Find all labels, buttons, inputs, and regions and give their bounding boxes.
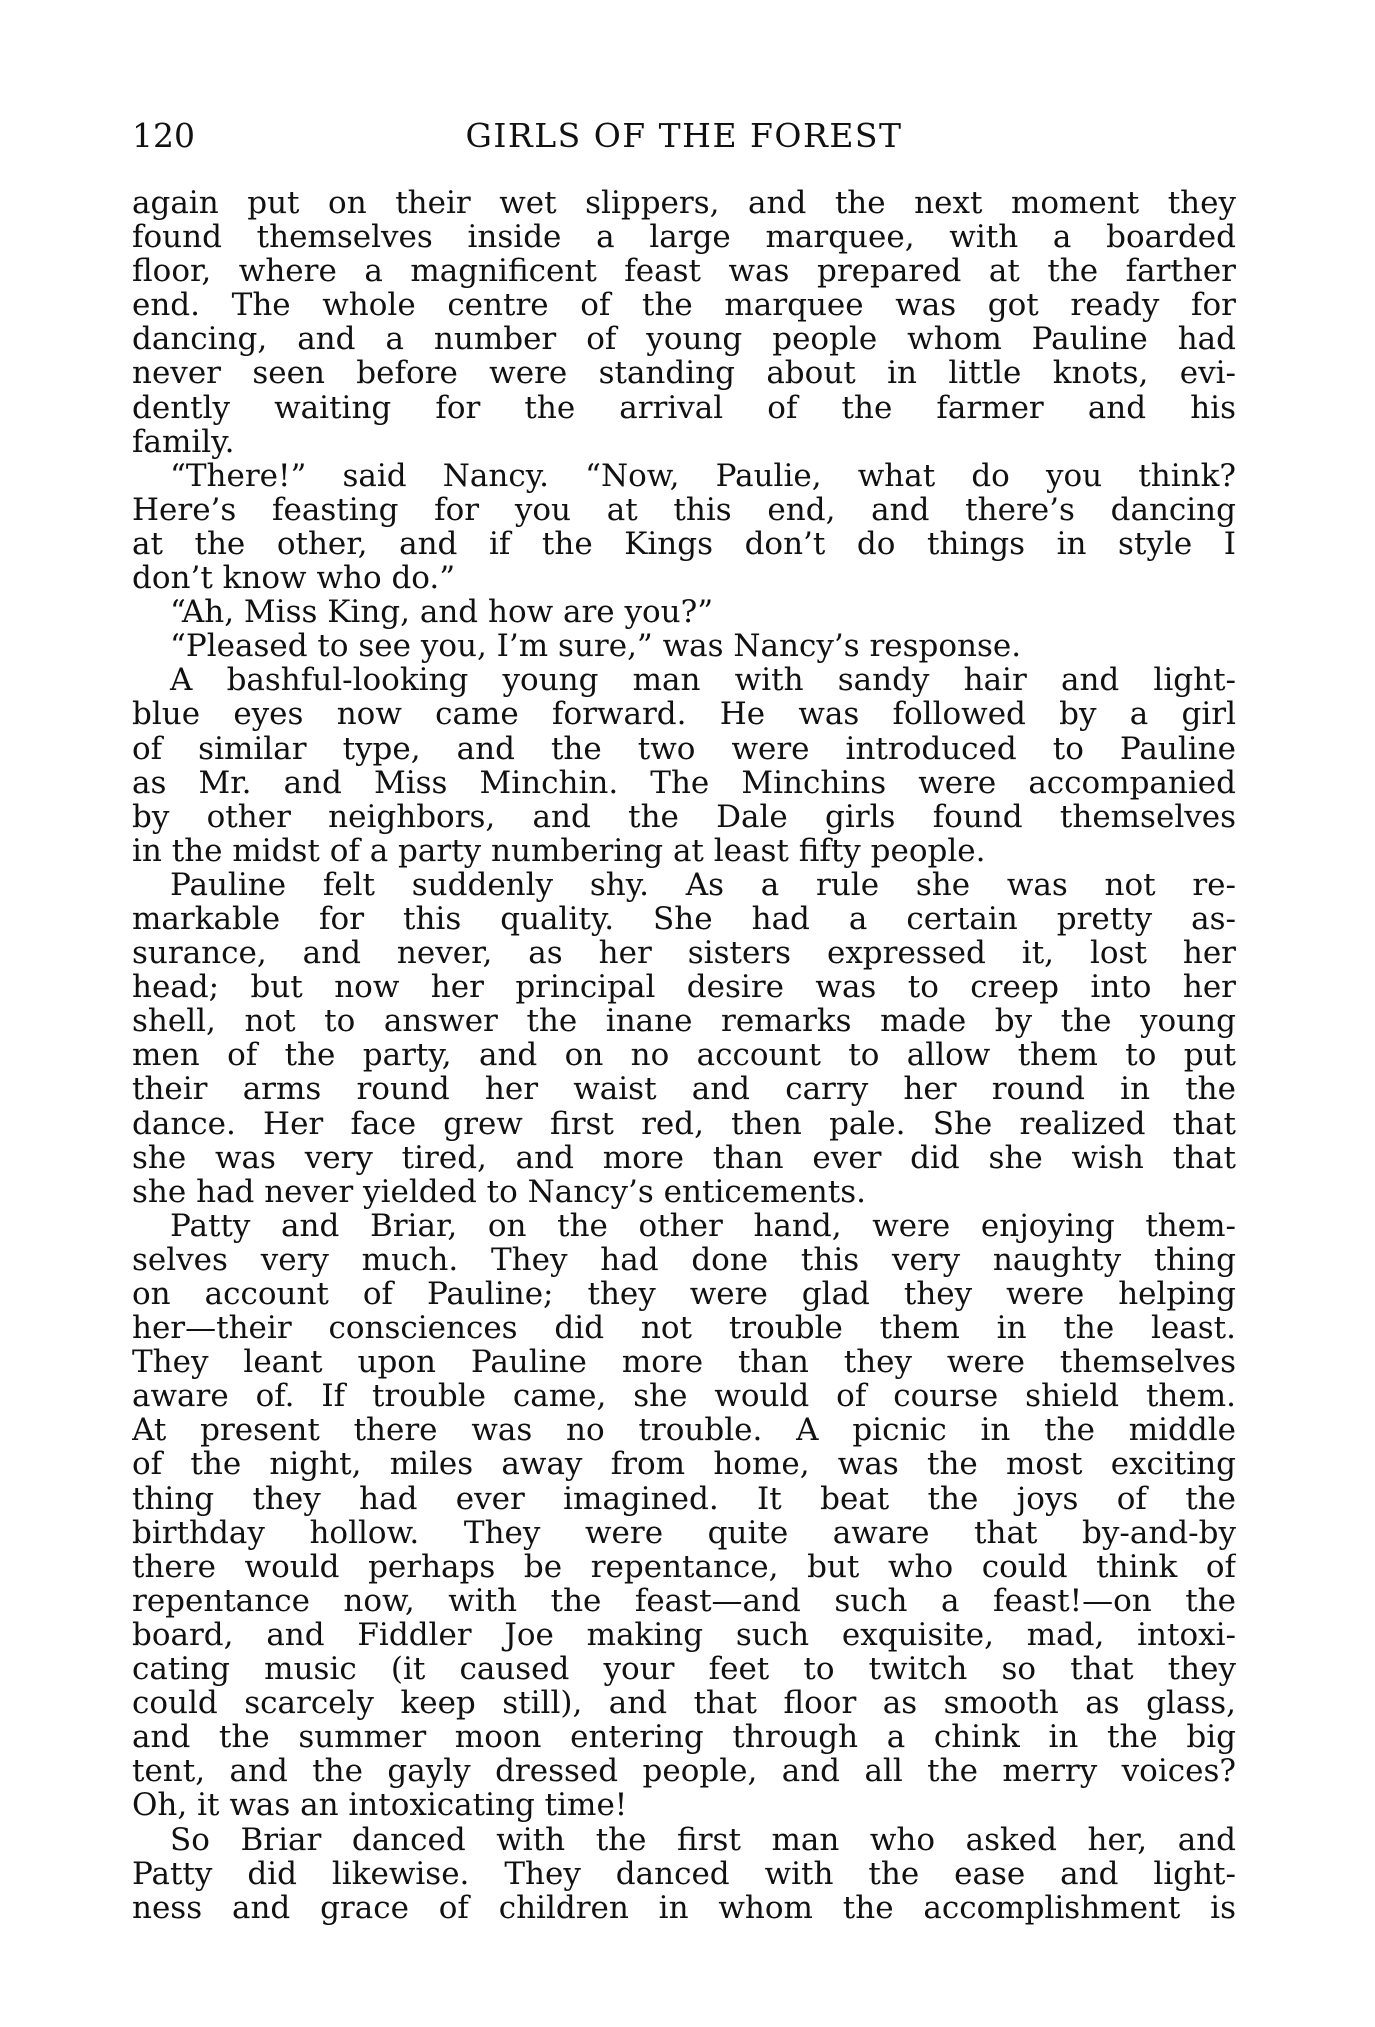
text-line: men of the party, and on no account to allow them to put bbox=[132, 1038, 1236, 1073]
text-line: as Mr. and Miss Minchin. The Minchins were accompanied bbox=[132, 765, 1236, 800]
text-line: on account of Pauline; they were glad they were helping bbox=[132, 1277, 1236, 1312]
text-line: “There!” said Nancy. “Now, Paulie, what do you think? bbox=[170, 458, 1236, 493]
text-line: ness and grace of children in whom the accomplishment is bbox=[132, 1890, 1236, 1925]
text-line: in the midst of a party numbering at least fifty people. bbox=[132, 833, 986, 868]
text-line: birthday hollow. They were quite aware that by-and-by bbox=[132, 1515, 1236, 1550]
text-line: shell, not to answer the inane remarks made by the young bbox=[132, 1004, 1236, 1039]
text-line: never seen before were standing about in little knots, evi- bbox=[132, 356, 1236, 391]
text-line: aware of. If trouble came, she would of course shield them. bbox=[132, 1379, 1236, 1414]
text-line: “Ah, Miss King, and how are you?” bbox=[170, 595, 714, 630]
text-line: surance, and never, as her sisters expressed it, lost her bbox=[132, 936, 1236, 971]
text-line: “Pleased to see you, I’m sure,” was Nancy’s response. bbox=[170, 629, 1022, 664]
text-line: she was very tired, and more than ever did she wish that bbox=[132, 1140, 1236, 1175]
text-line: dancing, and a number of young people whom Pauline had bbox=[132, 322, 1236, 357]
text-line: A bashful-looking young man with sandy hair and light- bbox=[170, 663, 1236, 698]
text-line: again put on their wet slippers, and the next moment they bbox=[132, 186, 1236, 221]
text-line: floor, where a magnificent feast was prepared at the farther bbox=[132, 254, 1236, 289]
text-line: repentance now, with the feast—and such a feast!—on the bbox=[132, 1583, 1236, 1618]
text-line: Oh, it was an intoxicating time! bbox=[132, 1788, 628, 1823]
text-line: by other neighbors, and the Dale girls found themselves bbox=[132, 799, 1236, 834]
body-text bbox=[132, 186, 1236, 1925]
text-line: tent, and the gayly dressed people, and all the merry voices? bbox=[132, 1754, 1236, 1789]
running-title: GIRLS OF THE FOREST bbox=[465, 116, 903, 155]
text-line: found themselves inside a large marquee, with a boarded bbox=[132, 220, 1236, 255]
running-head bbox=[132, 112, 1236, 160]
text-line: there would perhaps be repentance, but who could think of bbox=[132, 1549, 1236, 1584]
text-line: board, and Fiddler Joe making such exquisite, mad, intoxi- bbox=[132, 1617, 1236, 1653]
text-line: family. bbox=[132, 424, 235, 459]
text-line: So Briar danced with the first man who asked her, and bbox=[170, 1822, 1236, 1857]
text-line: Pauline felt suddenly shy. As a rule she was not re- bbox=[170, 867, 1236, 902]
text-line: at the other, and if the Kings don’t do things in style I bbox=[132, 526, 1236, 562]
text-line: Patty and Briar, on the other hand, were enjoying them- bbox=[170, 1208, 1236, 1243]
text-line: They leant upon Pauline more than they were themselves bbox=[132, 1345, 1236, 1380]
text-line: markable for this quality. She had a certain pretty as- bbox=[132, 901, 1236, 937]
text-line: blue eyes now came forward. He was followed by a girl bbox=[132, 697, 1236, 732]
text-line: Patty did likewise. They danced with the ease and light- bbox=[132, 1856, 1236, 1891]
page-number: 120 bbox=[132, 116, 195, 155]
text-line: their arms round her waist and carry her round in the bbox=[132, 1072, 1236, 1107]
text-line: At present there was no trouble. A picnic in the middle bbox=[132, 1413, 1236, 1448]
text-line: dently waiting for the arrival of the farmer and his bbox=[132, 390, 1236, 425]
text-line: thing they had ever imagined. It beat the joys of the bbox=[132, 1481, 1236, 1516]
text-line: could scarcely keep still), and that floor as smooth as glass, bbox=[132, 1686, 1236, 1721]
text-line: of similar type, and the two were introduced to Pauline bbox=[132, 731, 1236, 766]
text-line: her—their consciences did not trouble them in the least. bbox=[132, 1311, 1236, 1346]
text-line: she had never yielded to Nancy’s enticements. bbox=[132, 1174, 866, 1209]
text-line: don’t know who do.” bbox=[132, 561, 456, 596]
text-line: head; but now her principal desire was to creep into her bbox=[132, 970, 1236, 1005]
text-line: of the night, miles away from home, was the most exciting bbox=[132, 1447, 1236, 1482]
text-line: Here’s feasting for you at this end, and there’s dancing bbox=[132, 492, 1236, 527]
text-line: cating music (it caused your feet to twitch so that they bbox=[132, 1652, 1236, 1687]
text-line: dance. Her face grew first red, then pale. She realized that bbox=[132, 1106, 1236, 1141]
text-line: end. The whole centre of the marquee was got ready for bbox=[132, 288, 1236, 323]
text-line: selves very much. They had done this very naughty thing bbox=[132, 1242, 1236, 1277]
text-line: and the summer moon entering through a chink in the big bbox=[132, 1720, 1236, 1755]
